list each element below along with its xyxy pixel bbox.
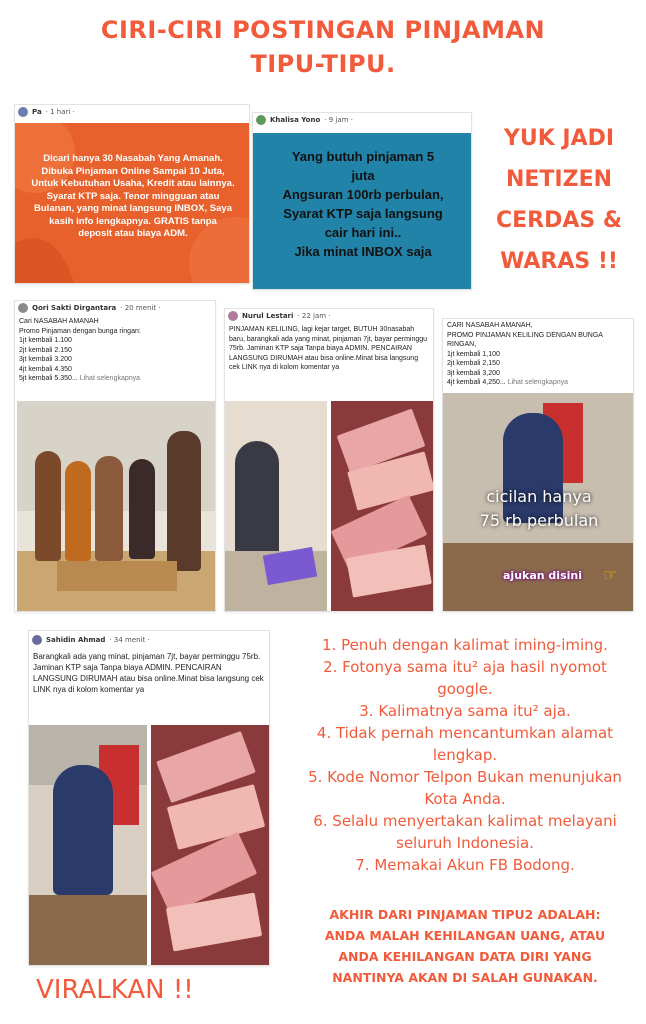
post-card-1: [14, 104, 250, 284]
post-card-3: [14, 300, 216, 612]
post-photo-team: [17, 401, 215, 611]
author-name: Sahidin Ahmad: [46, 636, 106, 644]
post-line-last: [19, 374, 211, 384]
post-line: 4jt kembali 4.350: [19, 365, 72, 373]
conclusion-line: NANTINYA AKAN DI SALAH GUNAKAN.: [332, 970, 598, 985]
list-item: lengkap.: [432, 746, 498, 764]
conclusion-line: AKHIR DARI PINJAMAN TIPU2 ADALAH:: [329, 907, 601, 922]
post-time: · 9 jam ·: [324, 116, 353, 124]
post-header: [225, 309, 433, 323]
page-title-line1: CIRI-CIRI POSTINGAN PINJAMAN: [100, 16, 546, 44]
banner-line: Jika minat INBOX saja: [294, 244, 432, 259]
author-name: Nurul Lestari: [242, 312, 294, 320]
post-photo-money: [331, 401, 434, 612]
post-header: [15, 105, 249, 119]
avatar: [18, 107, 28, 117]
see-more-link[interactable]: Lihat selengkapnya: [79, 375, 141, 382]
avatar: [18, 303, 28, 313]
list-item: 4. Tidak pernah mencantumkan alamat: [316, 724, 614, 742]
post-line: RINGAN,: [447, 341, 477, 348]
pointing-hand-icon: ☞: [603, 565, 618, 584]
post-line: 5jt kembali 5.350...: [19, 375, 78, 382]
list-item: 6. Selalu menyertakan kalimat melayani: [313, 812, 617, 830]
post-line: 1jt kembali 1,100: [447, 350, 500, 358]
conclusion-line: ANDA KEHILANGAN DATA DIRI YANG: [338, 949, 592, 964]
banner-line: Syarat KTP saja langsung: [283, 206, 443, 221]
slogan-line: CERDAS &: [495, 208, 623, 233]
overlay-text: [443, 485, 634, 533]
post-line: 3jt kembali 3,200: [447, 369, 500, 377]
post-card-4: [224, 308, 434, 612]
list-item: 7. Memakai Akun FB Bodong.: [355, 856, 575, 874]
post-line: 4jt kembali 4,250...: [447, 379, 506, 386]
list-item: 3. Kalimatnya sama itu² aja.: [359, 702, 571, 720]
post-header: [253, 113, 471, 127]
post-line: CARI NASABAH AMANAH,: [447, 322, 533, 329]
banner-line: cair hari ini..: [324, 225, 402, 240]
list-item: 2. Fotonya sama itu² aja hasil nyomot: [323, 658, 607, 676]
avatar: [228, 311, 238, 321]
promo-banner: [253, 133, 472, 290]
slogan-line: WARAS !!: [500, 249, 618, 274]
banner-text: [253, 147, 472, 261]
post-line: 1jt kembali 1.100: [19, 337, 72, 344]
post-text: PINJAMAN KELILING, lagi kejar target, BUTUH 30nasabah baru, barangkali ada yang minat, pinjaman 7jt, bayar perminggu 75rb. Jaminan KTP saja Tanpa biaya ADMIN. PENCAIRAN LANGSUNG DIRUMAH atau bisa online.Minat bisa langsung cek LINK nya di kolom komentar ya: [229, 326, 428, 371]
author-name: Pa: [32, 108, 42, 116]
list-item: Kota Anda.: [424, 790, 506, 808]
list-item: 5. Kode Nomor Telpon Bukan menunjukan: [308, 768, 622, 786]
see-more-link[interactable]: Lihat selengkapnya: [507, 379, 569, 386]
post-photo-woman: [225, 401, 327, 612]
avatar: [32, 635, 42, 645]
post-line: 2jt kembali 2,150: [447, 360, 500, 367]
post-card-6: [28, 630, 270, 966]
post-line: 2jt kembali 2.150: [19, 346, 72, 354]
cta-text: ajukan disini: [503, 569, 582, 582]
page-title-line2: TIPU-TIPU.: [250, 50, 396, 78]
post-header: [15, 301, 215, 315]
overlay-line-2: 75 rb perbulan: [479, 511, 599, 530]
banner-line: juta: [351, 168, 375, 183]
post-text: [15, 315, 215, 386]
banner-line: Yang butuh pinjaman 5: [291, 149, 435, 164]
post-card-5: [442, 318, 634, 612]
conclusion-text: [284, 904, 646, 988]
post-photo-woman: [29, 725, 147, 966]
post-line: Promo Pinjaman dengan bunga ringan:: [19, 327, 141, 335]
post-photo-money: [151, 725, 270, 966]
post-time: · 22 jam ·: [297, 312, 331, 320]
post-line-last: [447, 378, 629, 388]
list-item: seluruh Indonesia.: [396, 834, 534, 852]
slogan-line: NETIZEN: [505, 167, 613, 192]
post-text: Barangkali ada yang minat, pinjaman 7jt, bayar perminggu 75rb. Jaminan KTP saja Tanpa biaya ADMIN. PENCAIRAN LANGSUNG DIRUMAH atau bisa online.Minat bisa langsung cek LINK nya di kolom komentar ya: [33, 652, 264, 694]
post-time: · 34 menit ·: [109, 636, 150, 644]
post-line: 3jt kembali 3.200: [19, 356, 72, 363]
post-header: [29, 631, 269, 649]
viralkan-callout: VIRALKAN !!: [36, 975, 194, 1005]
banner-line: Angsuran 100rb perbulan,: [282, 187, 444, 202]
side-slogan: [476, 118, 642, 282]
promo-banner: [15, 123, 250, 284]
post-time: · 20 menit ·: [120, 304, 161, 312]
post-photo-overlay: [443, 393, 634, 612]
conclusion-line: ANDA MALAH KEHILANGAN UANG, ATAU: [324, 928, 606, 943]
author-name: Khalisa Yono: [270, 116, 321, 124]
post-line: PROMO PINJAMAN KELILING DENGAN BUNGA: [447, 331, 603, 339]
avatar: [256, 115, 266, 125]
banner-text: Dicari hanya 30 Nasabah Yang Amanah. Dibuka Pinjaman Online Sampai 10 Juta, Untuk Kebutuhan Usaha, Kredit atau lainnya. Syarat KTP saja. Tenor mingguan atau Bulanan, yang minat langsung INBOX, Saya kasih info lengkapnya. GRATIS tanpa deposit atau biaya ADM.: [31, 153, 235, 239]
list-item: google.: [437, 680, 493, 698]
overlay-line-1: cicilan hanya: [486, 487, 592, 506]
post-text: [443, 319, 633, 390]
author-name: Qori Sakti Dirgantara: [32, 304, 117, 312]
list-item: 1. Penuh dengan kalimat iming-iming.: [322, 636, 608, 654]
warning-points-list: [284, 634, 646, 876]
slogan-line: YUK JADI: [503, 126, 615, 151]
post-line: Cari NASABAH AMANAH: [19, 318, 99, 325]
post-card-2: [252, 112, 472, 290]
post-time: · 1 hari ·: [45, 108, 75, 116]
